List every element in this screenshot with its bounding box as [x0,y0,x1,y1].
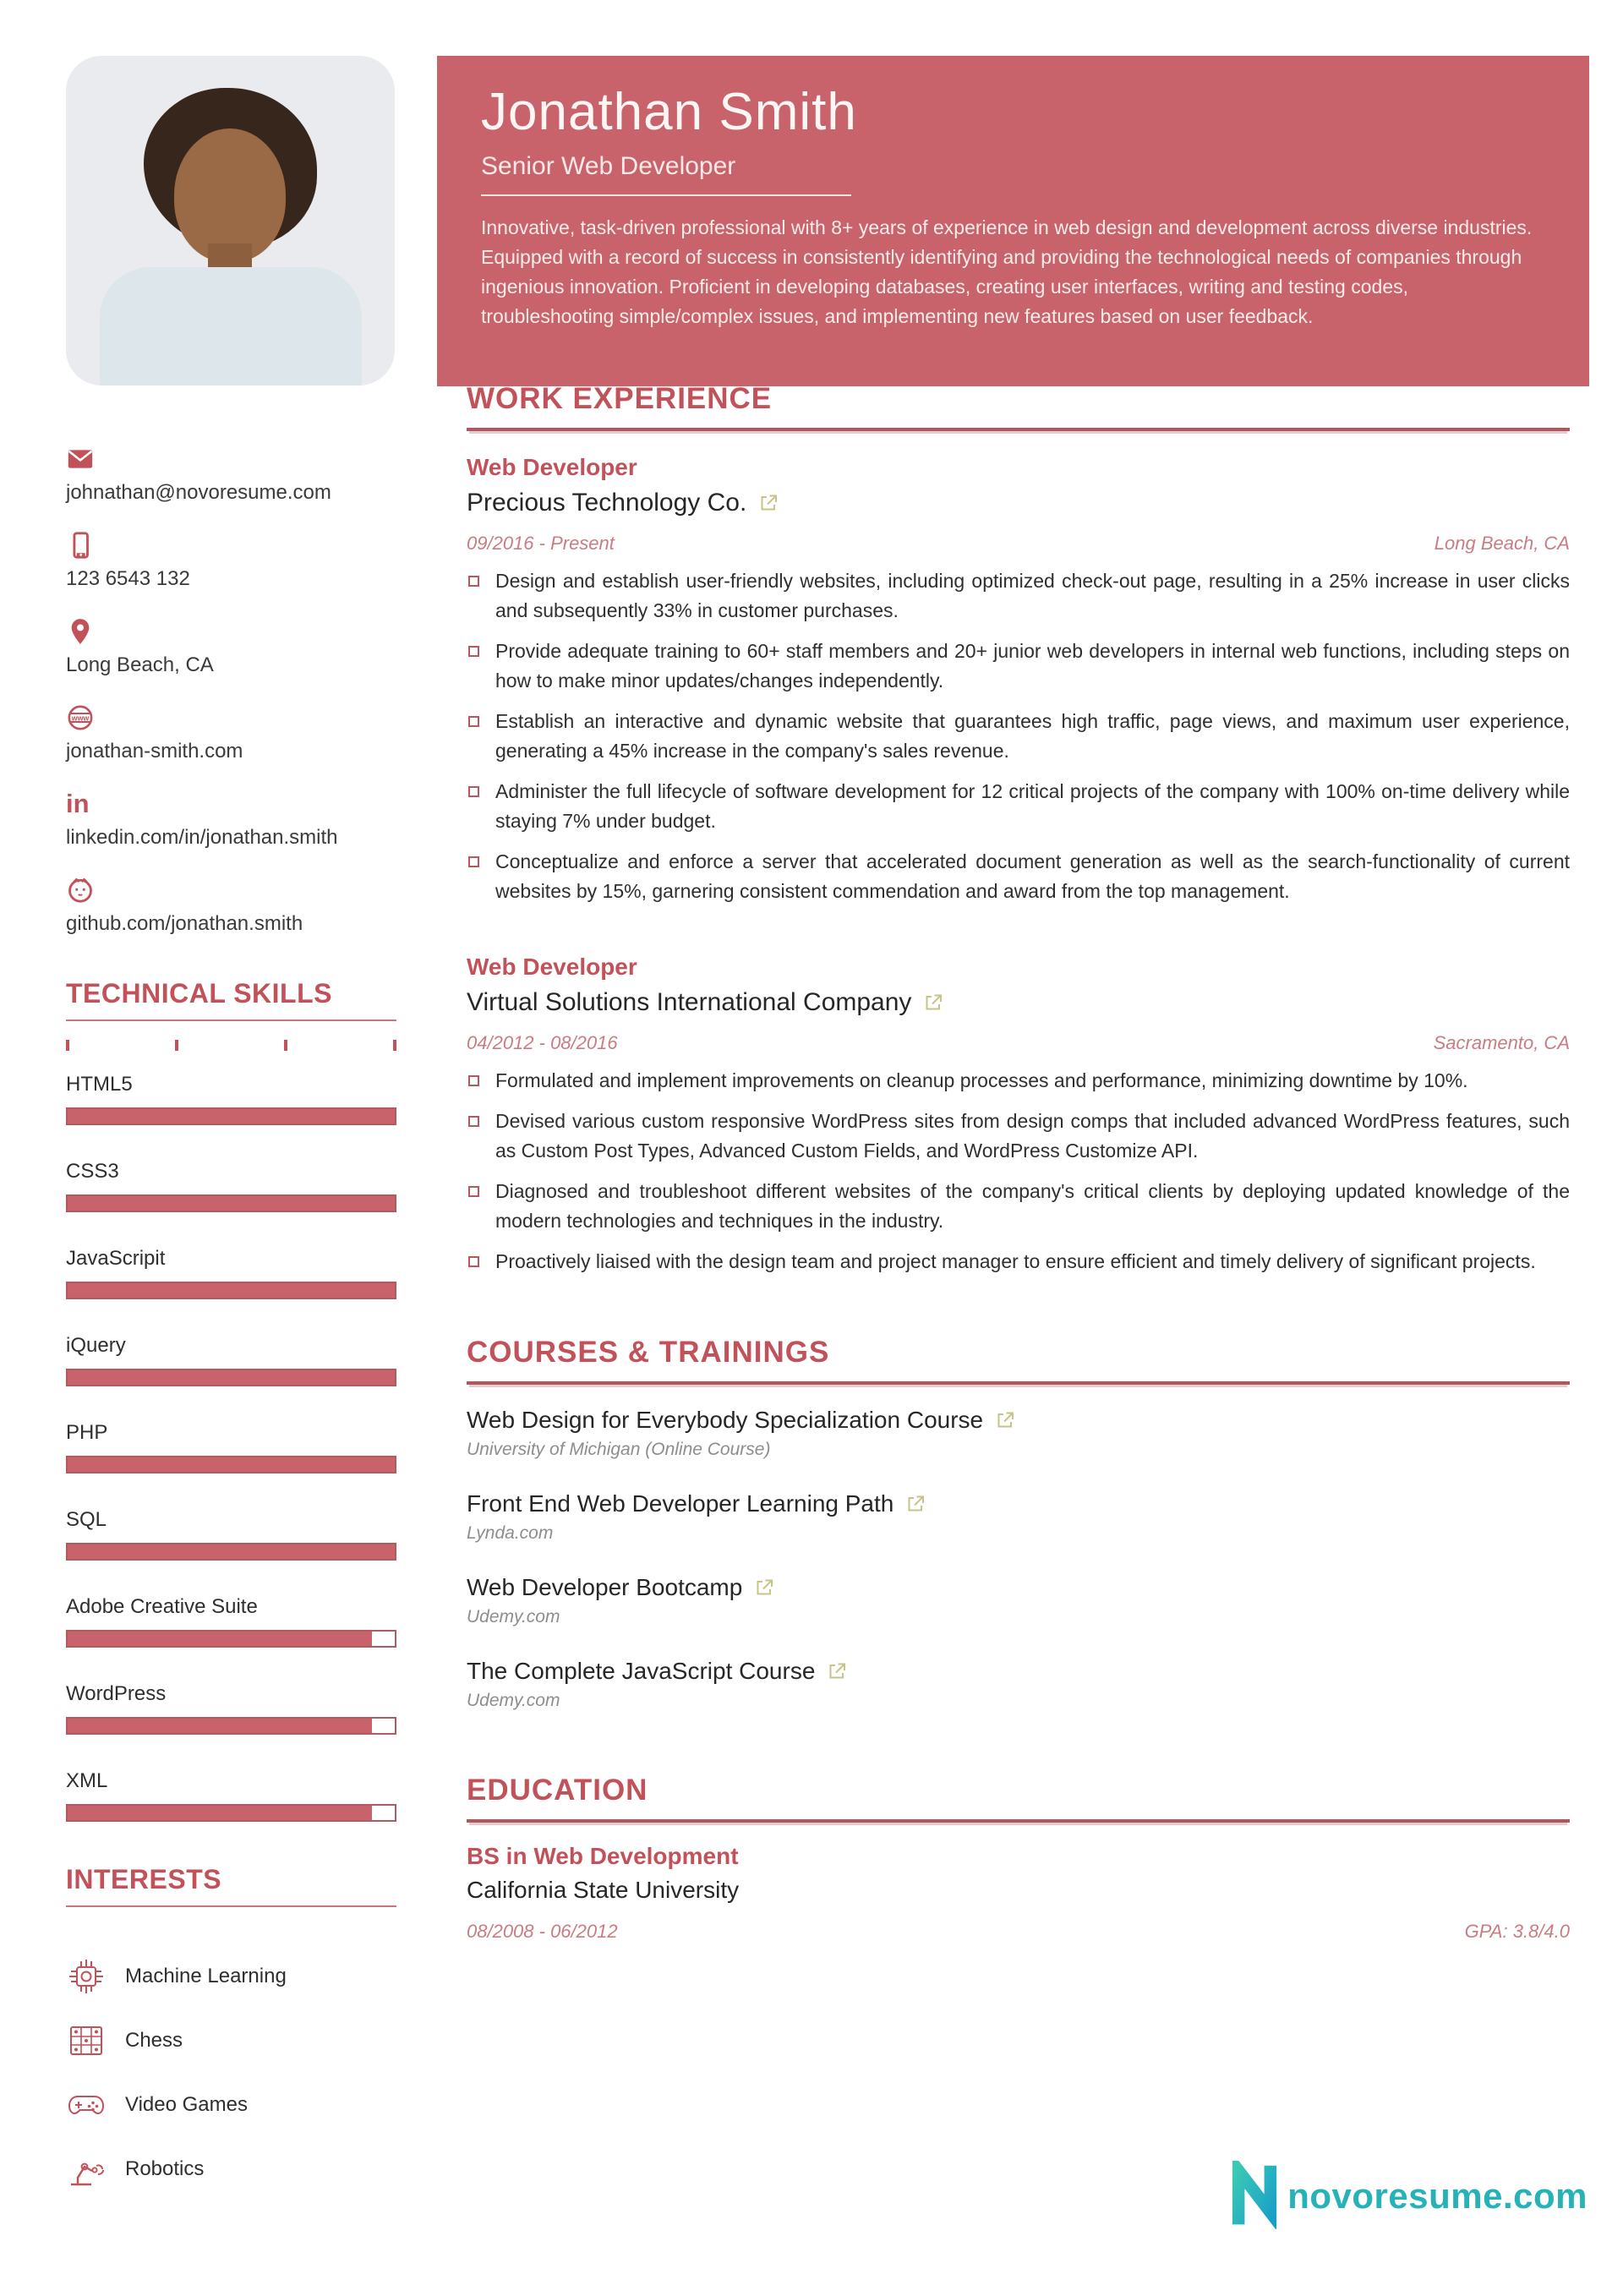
bullet-marker-icon [468,1116,479,1127]
bullet-item [467,566,1570,626]
course-entry [467,1407,1570,1460]
course-source: University of Michigan (Online Course) [467,1440,771,1459]
contact-value[interactable]: johnathan@novoresume.com [66,481,331,504]
skill-bar [66,1282,396,1299]
skill-item [66,1769,396,1822]
skill-item [66,1421,396,1473]
course-title-row [467,1490,1570,1517]
bullet-item [467,1247,1570,1276]
course-source: Udemy.com [467,1607,560,1626]
external-link-icon[interactable] [923,992,943,1013]
contact-item [66,703,396,763]
course-title: Front End Web Developer Learning Path [467,1490,894,1517]
bullet-item [467,1107,1570,1166]
bullet-text: Conceptualize and enforce a server that accelerated document generation as well as the search-functionality of current websites by 15%, garnering consistent commendation and award from the top management. [495,850,1570,902]
skill-level-fill [68,1109,395,1123]
bullet-item [467,847,1570,906]
contact-item [66,531,396,591]
bullet-item [467,637,1570,696]
phone-icon [66,531,95,560]
novoresume-logo[interactable] [1230,2161,1587,2232]
scale-tick [175,1040,178,1051]
skill-level-fill [68,1283,395,1298]
bullet-list [467,566,1570,906]
profile-photo [66,56,395,385]
skill-name: CSS3 [66,1160,119,1183]
interest-item [66,2020,396,2061]
skill-item [66,1595,396,1648]
course-entry [467,1490,1570,1544]
bullet-item [467,1177,1570,1236]
skill-item [66,1247,396,1299]
work-experience-heading: WORK EXPERIENCE [467,382,1570,431]
skill-level-fill [68,1632,372,1646]
bullet-text: Design and establish user-friendly websites, including optimized check-out page, resulting in a 25% increase in user clicks and subsequently 33% in customer purchases. [495,570,1570,621]
bullet-item [467,1066,1570,1096]
bullet-marker-icon [468,1186,479,1197]
education-meta [467,1921,1570,1943]
bullet-text: Proactively liaised with the design team and project manager to ensure efficient and timely delivery of significant projects. [495,1250,1536,1272]
external-link-icon[interactable] [758,493,779,513]
interest-item [66,2085,396,2125]
course-source: Lynda.com [467,1523,554,1543]
bullet-marker-icon [468,1075,479,1086]
skill-bar [66,1804,396,1822]
scale-tick [284,1040,287,1051]
skill-item [66,1682,396,1735]
bullet-text: Establish an interactive and dynamic website that guarantees high traffic, page views, and maximum user experience, generating a 45% increase in the company's sales revenue. [495,710,1570,762]
bullet-marker-icon [468,716,479,727]
skill-level-fill [68,1196,395,1211]
skill-name: Adobe Creative Suite [66,1595,258,1618]
linkedin-icon: in [66,789,90,818]
job-title: Web Developer [467,954,637,980]
bullet-marker-icon [468,856,479,867]
course-title: Web Design for Everybody Specialization Course [467,1407,984,1433]
scale-tick [393,1040,396,1051]
skill-level-fill [68,1370,395,1385]
interests-heading: INTERESTS [66,1864,222,1894]
video-games-icon [66,2085,107,2125]
person-role: Senior Web Developer [481,152,736,180]
machine-learning-icon [66,1956,107,1997]
skill-level-fill [68,1544,395,1559]
skill-name: iQuery [66,1334,126,1357]
course-title: The Complete JavaScript Course [467,1658,816,1684]
bullet-text: Provide adequate training to 60+ staff members and 20+ junior web developers in internal web functions, including steps on how to make minor updates/changes independently. [495,640,1570,692]
education-gpa: GPA: 3.8/4.0 [1464,1921,1570,1942]
course-source: Udemy.com [467,1691,560,1710]
school-name: California State University [467,1877,740,1903]
interests-heading-rule [66,1905,396,1907]
svg-text:www: www [71,713,90,723]
job-title: Web Developer [467,454,637,480]
course-title-row [467,1407,1570,1434]
bullet-text: Devised various custom responsive WordPress sites from design comps that included advanced WordPress features, such as Custom Post Types, Advanced Custom Fields, and WordPress Customize API. [495,1110,1570,1162]
skill-item [66,1160,396,1212]
contact-list [66,445,396,936]
skill-name: JavaScripit [66,1247,166,1270]
skills-list [66,1073,396,1822]
photo-shirt [100,267,362,385]
bullet-text: Diagnosed and troubleshoot different websites of the company's critical clients by deploying updated knowledge of the modern technologies and techniques in the industry. [495,1180,1570,1232]
bullet-marker-icon [468,786,479,797]
skill-name: XML [66,1769,108,1792]
contact-value[interactable]: 123 6543 132 [66,567,190,590]
contact-value[interactable]: linkedin.com/in/jonathan.smith [66,826,338,849]
github-icon [66,876,95,905]
company-name: Precious Technology Co. [467,489,747,517]
summary-text: Innovative, task-driven professional with 8+ years of experience in web design and development across diverse industries. Equipped with a record of success in consistently identifying and providing the technological needs of companies through ingenious innovation. Proficient in developing databases, creating user interfaces, writing and testing codes, troubleshooting simple/complex issues, and implementing new features based on user feedback. [481,216,1533,327]
company-name: Virtual Solutions International Company [467,988,912,1016]
degree-title: BS in Web Development [467,1843,739,1869]
email-icon [66,445,95,473]
person-name: Jonathan Smith [481,83,857,141]
main-column [467,0,1570,1943]
bullet-text: Formulated and implement improvements on cleanup processes and performance, minimizing downtime by 10%. [495,1069,1468,1091]
sidebar [66,0,396,2213]
courses-heading: COURSES & TRAININGS [467,1336,1570,1385]
robotics-icon [66,2149,107,2189]
course-entry [467,1658,1570,1711]
skill-name: SQL [66,1508,107,1531]
skill-level-fill [68,1806,372,1820]
skill-bar [66,1369,396,1386]
skill-level-fill [68,1457,395,1472]
skill-bar [66,1717,396,1735]
interest-label: Chess [125,2029,183,2052]
contact-item [66,445,396,505]
jobs-section [467,454,1570,1276]
external-link-icon[interactable] [905,1494,926,1514]
contact-value[interactable]: Long Beach, CA [66,653,214,676]
contact-item [66,876,396,936]
skill-bar [66,1107,396,1125]
contact-value[interactable]: jonathan-smith.com [66,740,243,763]
brand-text: novoresume.com [1287,2176,1587,2216]
job-dates: 04/2012 - 08/2016 [467,1032,618,1053]
interest-item [66,2149,396,2189]
website-icon [66,703,95,732]
scale-tick [66,1040,69,1051]
interests-list [66,1956,396,2189]
skills-heading-rule [66,1020,396,1021]
job-location: Long Beach, CA [1434,533,1570,554]
interest-item [66,1956,396,1997]
course-title-row [467,1574,1570,1601]
skill-name: WordPress [66,1682,167,1705]
skill-bar [66,1456,396,1473]
bullet-marker-icon [468,646,479,657]
technical-skills-heading: TECHNICAL SKILLS [66,978,332,1009]
chess-icon [66,2020,107,2061]
bullet-item [467,777,1570,836]
company-row [467,489,1570,517]
bullet-list [467,1066,1570,1276]
location-icon [66,617,95,646]
job-entry [467,954,1570,1276]
course-title-row [467,1658,1570,1685]
course-title: Web Developer Bootcamp [467,1574,743,1600]
interest-label: Video Games [125,2093,248,2116]
photo-face [174,128,286,262]
courses-section [467,1407,1570,1711]
bullet-item [467,707,1570,766]
bullet-marker-icon [468,576,479,587]
external-link-icon[interactable] [827,1661,847,1681]
external-link-icon[interactable] [995,1410,1015,1430]
job-dates: 09/2016 - Present [467,533,615,554]
contact-value[interactable]: github.com/jonathan.smith [66,912,303,935]
skill-item [66,1508,396,1561]
interest-label: Robotics [125,2157,205,2180]
novoresume-n-icon [1230,2161,1279,2232]
skill-bar [66,1630,396,1648]
skill-level-fill [68,1719,372,1733]
company-row [467,988,1570,1017]
skill-name: PHP [66,1421,108,1444]
job-meta [467,533,1570,555]
job-meta [467,1032,1570,1054]
bullet-text: Administer the full lifecycle of software development for 12 critical projects of the company with 100% on-time delivery while staying 7% under budget. [495,780,1570,832]
contact-item [66,790,396,850]
skill-name: HTML5 [66,1073,133,1096]
job-location: Sacramento, CA [1433,1032,1570,1053]
interest-label: Machine Learning [125,1965,287,1987]
course-entry [467,1574,1570,1627]
education-dates: 08/2008 - 06/2012 [467,1921,618,1942]
skill-bar [66,1194,396,1212]
skill-bar [66,1543,396,1561]
skill-item [66,1073,396,1125]
job-entry [467,454,1570,906]
bullet-marker-icon [468,1256,479,1267]
skill-item [66,1334,396,1386]
skill-scale-ticks [66,1040,396,1051]
external-link-icon[interactable] [754,1577,774,1598]
contact-item [66,617,396,677]
education-heading: EDUCATION [467,1774,1570,1823]
